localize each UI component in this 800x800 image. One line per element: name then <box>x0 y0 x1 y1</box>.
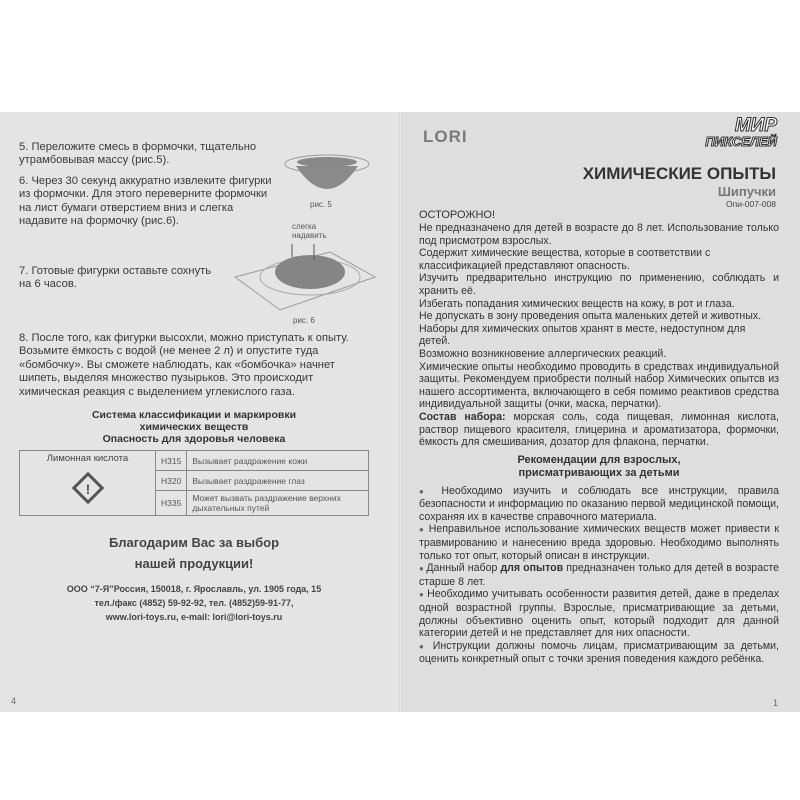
recommendation-item: ● Инструкции должны помочь лицам, присматривающим за детьми, оценить конкретный опыт с точки зрения поведения каждого ребёнка. <box>419 640 779 666</box>
text: предназначен только для детей в возрасте старше 8 лет. <box>419 562 780 588</box>
step-7: 7. Готовые фигурки оставьте сохнуть на 6 часов. <box>19 265 212 291</box>
logo-line: МИР <box>734 115 777 136</box>
figure-6-caption: рис. 6 <box>293 316 315 325</box>
classification-heading <box>19 409 369 445</box>
address-line: www.lori-toys.ru, e-mail: lori@lori-toys.ru <box>105 612 283 623</box>
step-6: 6. Через 30 секунд аккуратно извлеките фигурки из формочки. Для этого переверните формочки на лист бумаги отверстием вниз и слегка надавите на формочку (рис.6). <box>19 174 272 228</box>
heading-line: Рекомендации для взрослых, <box>517 453 681 466</box>
product-title: ХИМИЧЕСКИЕ ОПЫТЫ <box>582 164 776 183</box>
company-address <box>19 582 369 624</box>
left-lower-flow <box>19 332 379 624</box>
classification-title-line: Опасность для здоровья человека <box>102 433 286 446</box>
recommendation-item: ● Неправильное использование химических веществ может привести к травмированию и нанесению вреда здоровью. Необходимо выполнять только тот опыт, который описан в инструкции. <box>419 523 779 562</box>
hazard-table <box>19 450 369 516</box>
substance-name: Лимонная кислота <box>46 453 129 465</box>
left-page <box>0 112 401 712</box>
warning-item: Избегать попадания химических веществ на кожу, в рот и глаза. <box>419 297 735 310</box>
product-subtitle: Шипучки <box>717 184 776 199</box>
figure-6-press-image <box>230 242 380 314</box>
right-content-flow <box>419 209 779 666</box>
warning-item: Не допускать в зону проведения опыта маленьких детей и животных. <box>419 310 762 323</box>
address-line: тел./факс (4852) 59-92-92, тел. (4852)59-91-77, <box>94 598 294 609</box>
heading-line: присматривающих за детьми <box>518 466 680 479</box>
hazard-text: Вызывает раздражение глаз <box>187 471 369 491</box>
right-page <box>401 112 800 712</box>
address-line: ООО “7-Я”Россия, 150018, г. Ярославль, ул. 1905 года, 15 <box>66 584 322 595</box>
figure-6-label: слегка надавить <box>292 222 327 240</box>
warning-item: Наборы для химических опытов хранят в месте, недоступном для детей. <box>419 322 746 348</box>
contents-label: Состав набора: <box>419 410 506 423</box>
classification-title-line: химических веществ <box>139 421 249 434</box>
recommendation-item: ● Необходимо учитывать особенности развития детей, даже в пределах одной возрастной группы. Взрослые, присматривающие за детьми, должны объективно оценить опыт, который подходит для данной категории детей и не представляет для них опасности. <box>419 588 779 639</box>
hazard-code: H335 <box>156 491 187 516</box>
figure-5-mold-image <box>282 152 372 202</box>
svg-text:!: ! <box>85 481 90 498</box>
contents-text: морская соль, сода пищевая, лимонная кислота, раствор пищевого красителя, глицерина и ароматизатора, формочки, ёмкость для смешивания, дозатор для флакона, перчатки. <box>419 410 779 449</box>
warning-heading: ОСТОРОЖНО! <box>419 209 496 221</box>
thanks-line: нашей продукции! <box>134 556 254 572</box>
hazard-text: Вызывает раздражение кожи <box>187 451 369 471</box>
warning-item: Изучить предварительно инструкцию по применению, соблюдать и хранить её. <box>419 272 779 297</box>
warning-item: Химические опыты необходимо проводить в средствах индивидуальной защиты. Рекомендуем приобрести полный набор Химических опытсв из нашего ассортимента, включающего в себя помимо реактивов средства индивидуальной защиты (очки, маска, перчатки). <box>419 360 779 411</box>
exclamation-hazard-icon <box>68 468 108 508</box>
logo-line: ПИКСЕЛЕЙ <box>705 134 777 149</box>
recommendations-heading <box>419 454 779 480</box>
lori-logo: LORI <box>423 127 468 146</box>
page-number: 1 <box>773 698 779 708</box>
mir-pikseley-logo <box>677 115 777 150</box>
thanks-message <box>19 532 369 574</box>
recommendation-item <box>419 562 779 588</box>
recommendation-item: ● Необходимо изучить и соблюдать все инструкции, правила безопасности и информацию по оказанию первой медицинской помощи, сохраняя их в качестве справочного материала. <box>419 485 779 524</box>
article-number: Опи-007-008 <box>726 199 776 209</box>
thanks-line: Благодарим Вас за выбор <box>108 535 280 551</box>
text: Данный набор <box>426 562 501 575</box>
steps-5-6 <box>19 141 274 228</box>
recommendations-list <box>419 485 779 666</box>
hazard-text: Может вызвать раздражение верхних дыхательных путей <box>187 491 369 516</box>
hazard-code: H315 <box>156 451 187 471</box>
warning-item: Содержит химические вещества, которые в соответствии с классификацией представляют опасность. <box>419 247 711 272</box>
text: для опытов <box>500 562 564 575</box>
classification-title-line: Система классификации и маркировки <box>91 409 297 422</box>
page-number: 4 <box>11 696 17 706</box>
hazard-code: H320 <box>156 471 187 491</box>
figure-5-caption: рис. 5 <box>310 200 332 209</box>
step-5: 5. Переложите смесь в формочки, тщательно утрамбовывая массу (рис.5). <box>19 141 257 167</box>
warning-item: Не предназначено для детей в возрасте до 8 лет. Использование только под присмотром взрослых. <box>419 222 779 247</box>
step-8: 8. После того, как фигурки высохли, можно приступать к опыту. Возьмите ёмкость с водой (не менее 2 л) и опустите туда «бомбочку». Вы сможете наблюдать, как «бомбочка» начнет шипеть, выделяя множество пузырьков. Это происходит химическая реакция с выделением углекислого газа. <box>19 332 349 398</box>
warning-item: Возможно возникновение аллергических реакций. <box>419 347 667 360</box>
